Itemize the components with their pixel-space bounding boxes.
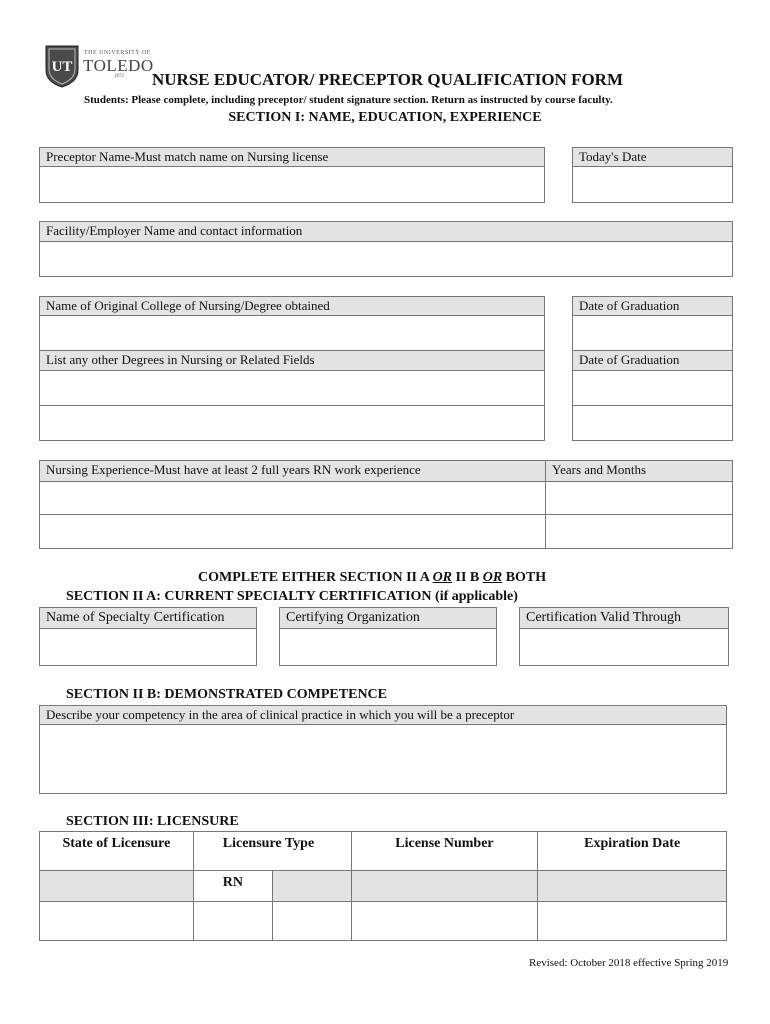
university-logo — [44, 44, 156, 88]
form-title: NURSE EDUCATOR/ PRECEPTOR QUALIFICATION FORM — [152, 70, 624, 89]
cert-name-field[interactable] — [39, 628, 257, 666]
grad-date-field-3[interactable] — [572, 405, 733, 441]
type-cell-2b[interactable] — [272, 902, 351, 941]
cert-org-label: Certifying Organization — [279, 607, 497, 629]
cert-name-label: Name of Specialty Certification — [39, 607, 257, 629]
experience-field-2[interactable] — [39, 514, 546, 549]
svg-text:UT: UT — [51, 59, 73, 75]
years-months-field-2[interactable] — [545, 514, 733, 549]
state-cell-1[interactable] — [40, 871, 194, 902]
section1-heading: SECTION I: NAME, EDUCATION, EXPERIENCE — [228, 110, 542, 125]
type-cell-1[interactable] — [272, 871, 351, 902]
logo-line2: TOLEDO — [83, 56, 154, 75]
cert-org-field[interactable] — [279, 628, 497, 666]
competency-field[interactable] — [39, 724, 727, 794]
facility-label: Facility/Employer Name and contact information — [39, 221, 733, 242]
col-state-header: State of Licensure — [40, 832, 194, 871]
preceptor-name-field[interactable] — [39, 166, 545, 203]
col-type-header: Licensure Type — [193, 832, 351, 871]
col-number-header: License Number — [351, 832, 538, 871]
college-label: Name of Original College of Nursing/Degree obtained — [39, 296, 545, 316]
expiration-cell-1[interactable] — [538, 871, 727, 902]
cert-valid-field[interactable] — [519, 628, 729, 666]
table-row — [40, 871, 727, 902]
facility-field[interactable] — [39, 241, 733, 277]
grad-date-field-2[interactable] — [572, 370, 733, 406]
years-months-field-1[interactable] — [545, 481, 733, 515]
table-header-row — [40, 832, 727, 871]
section3-heading: SECTION III: LICENSURE — [66, 814, 239, 829]
experience-label: Nursing Experience-Must have at least 2 full years RN work experience — [39, 460, 546, 482]
col-expiration-header: Expiration Date — [538, 832, 727, 871]
section2a-heading: SECTION II A: CURRENT SPECIALTY CERTIFICATION (if applicable) — [66, 589, 518, 604]
revision-note: Revised: October 2018 effective Spring 2019 — [529, 957, 729, 969]
preceptor-name-label: Preceptor Name-Must match name on Nursing license — [39, 147, 545, 167]
cert-valid-label: Certification Valid Through — [519, 607, 729, 629]
grad-date-label-1: Date of Graduation — [572, 296, 733, 316]
other-degrees-label: List any other Degrees in Nursing or Related Fields — [39, 350, 545, 371]
todays-date-label: Today's Date — [572, 147, 733, 167]
number-cell-1[interactable] — [351, 871, 538, 902]
competency-label: Describe your competency in the area of clinical practice in which you will be a preceptor — [39, 705, 727, 725]
licensure-table — [39, 831, 727, 941]
logo-year: 1872 — [114, 74, 124, 79]
section2-instruction: COMPLETE EITHER SECTION II A OR II B OR BOTH — [198, 570, 547, 585]
number-cell-2[interactable] — [351, 902, 538, 941]
rn-type-cell: RN — [193, 871, 272, 902]
form-subtitle: Students: Please complete, including preceptor/ student signature section. Return as instructed by course faculty. — [84, 94, 613, 106]
grad-date-label-2: Date of Graduation — [572, 350, 733, 371]
ut-shield-icon — [44, 44, 80, 88]
other-degrees-field-1[interactable] — [39, 370, 545, 406]
section2b-heading: SECTION II B: DEMONSTRATED COMPETENCE — [66, 687, 388, 702]
todays-date-field[interactable] — [572, 166, 733, 203]
college-field[interactable] — [39, 315, 545, 351]
other-degrees-field-2[interactable] — [39, 405, 545, 441]
experience-field-1[interactable] — [39, 481, 546, 515]
grad-date-field-1[interactable] — [572, 315, 733, 351]
table-row — [40, 902, 727, 941]
expiration-cell-2[interactable] — [538, 902, 727, 941]
state-cell-2[interactable] — [40, 902, 194, 941]
years-months-label: Years and Months — [545, 460, 733, 482]
logo-line1: THE UNIVERSITY OF — [84, 50, 151, 56]
type-cell-2a[interactable] — [193, 902, 272, 941]
